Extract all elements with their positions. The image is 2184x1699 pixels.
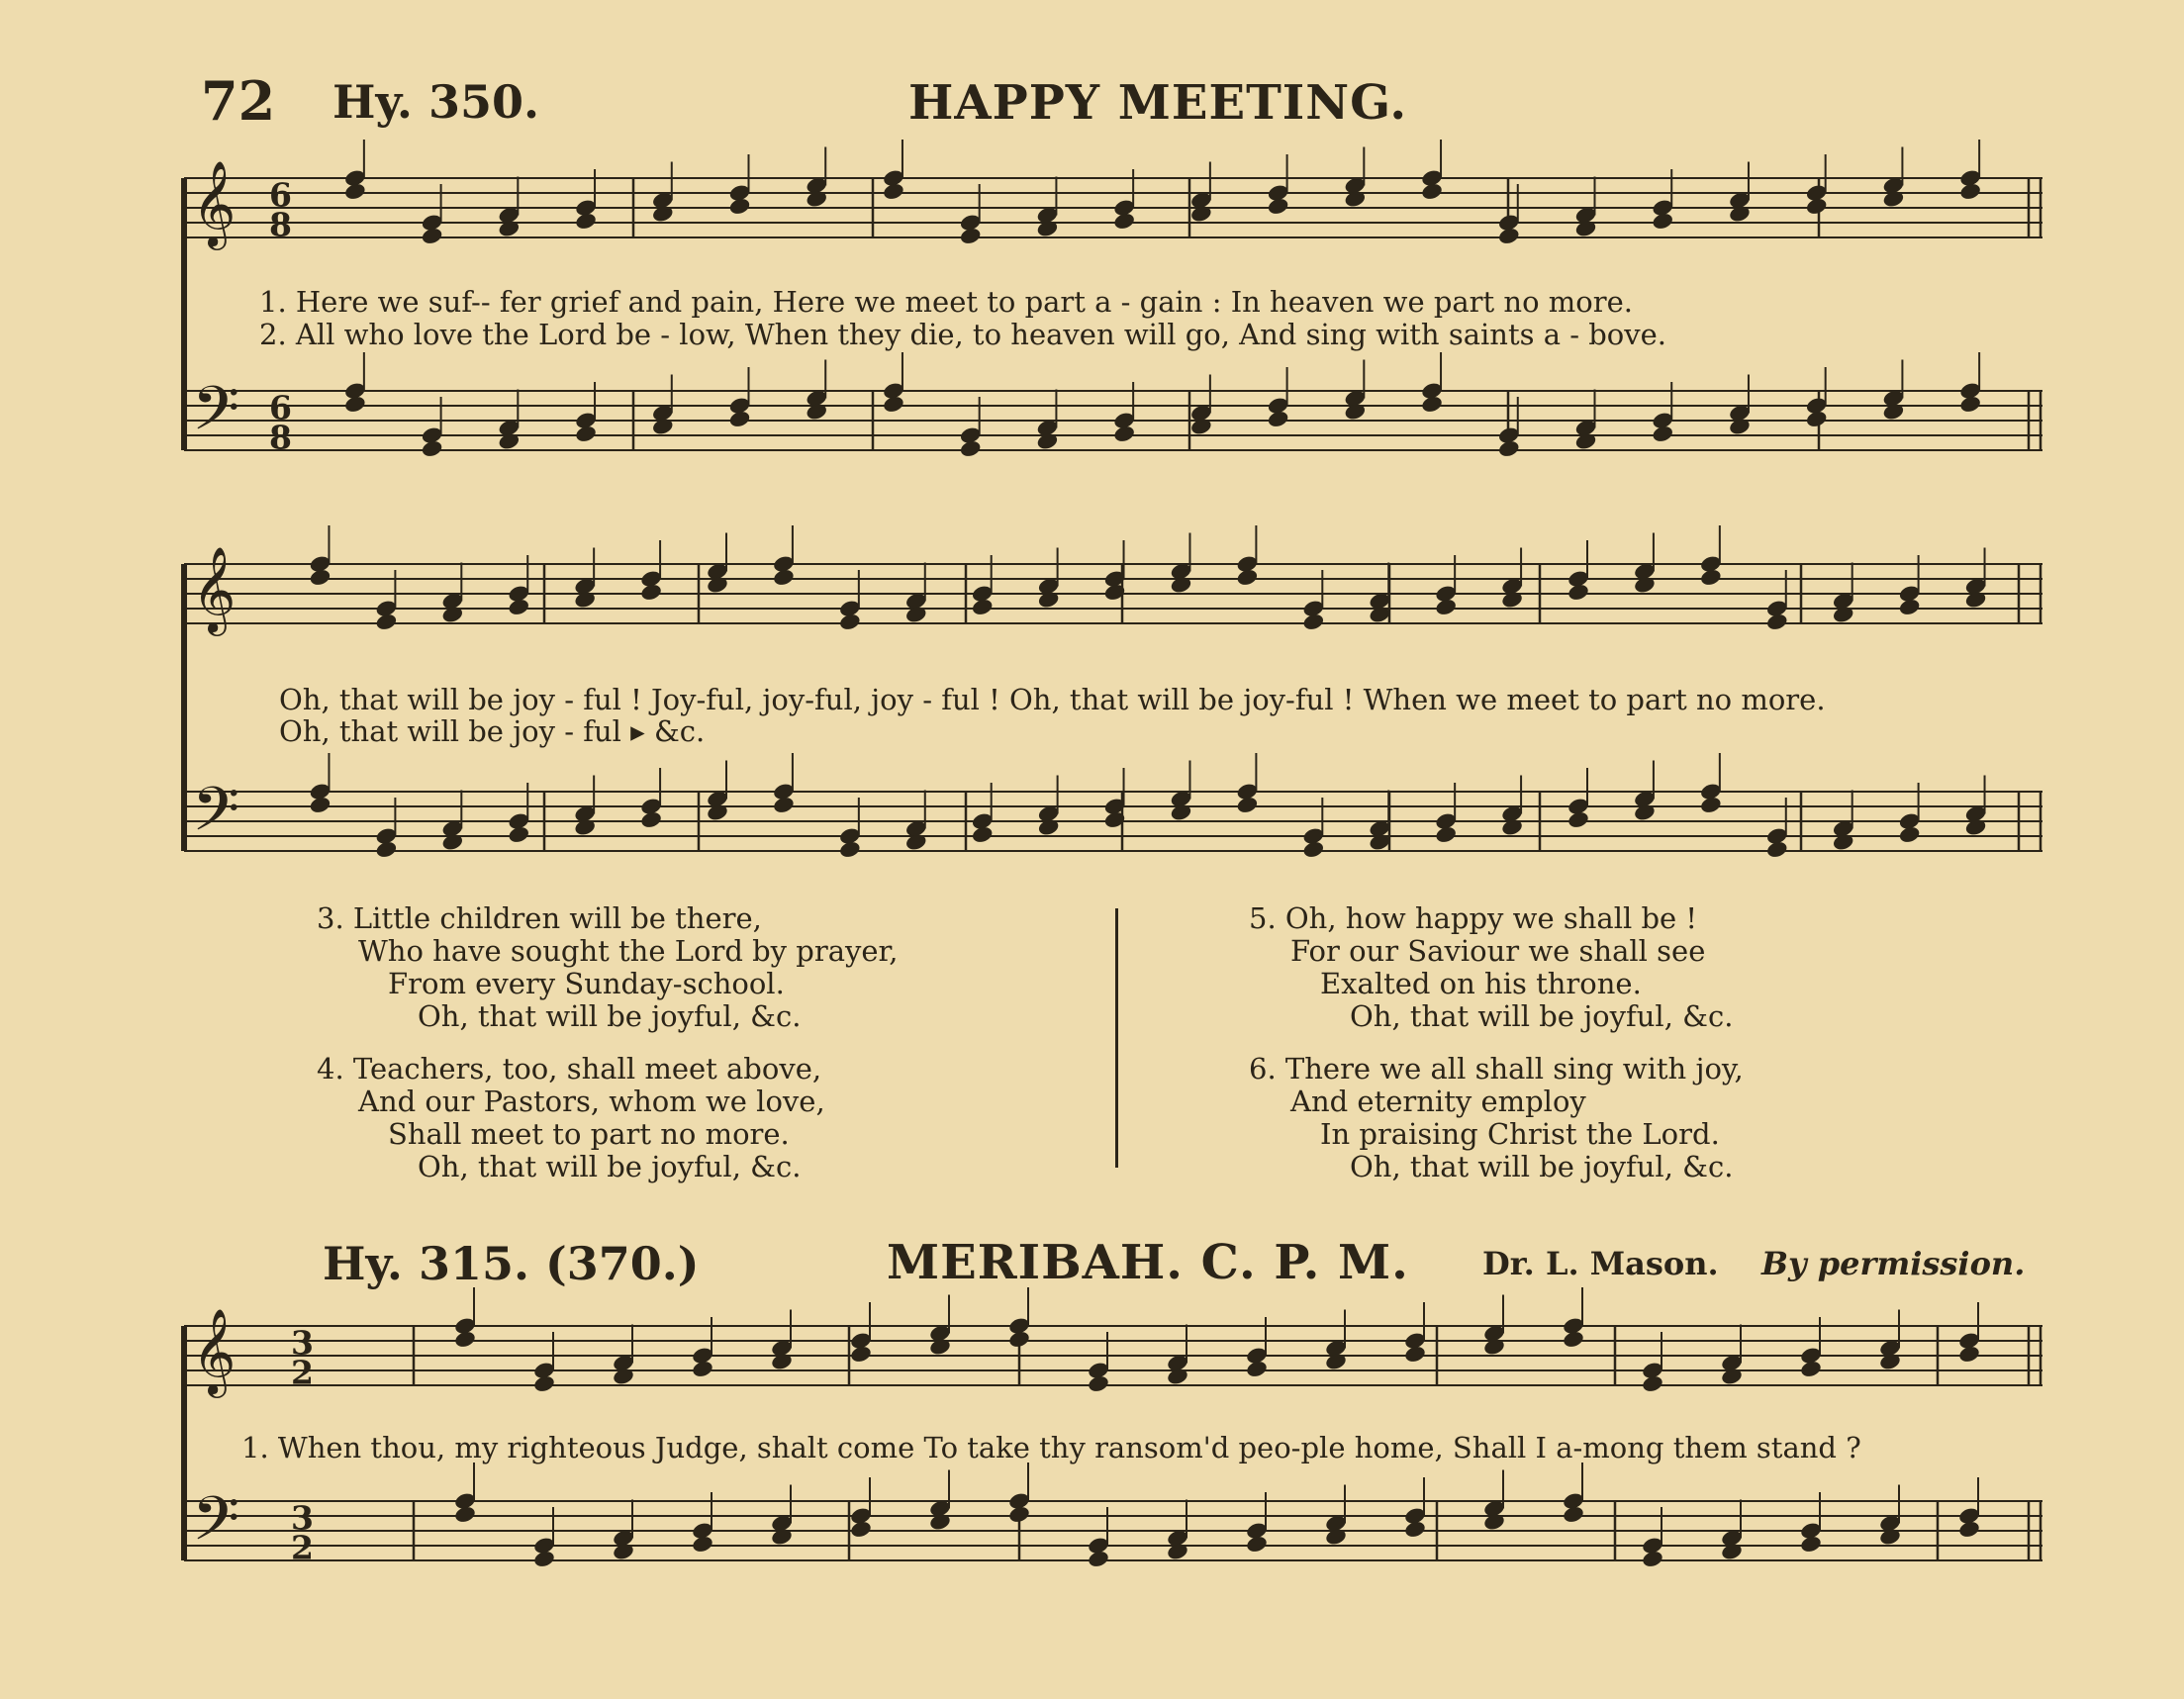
second-hymn-title: MERIBAH. C. P. M.	[887, 1235, 1409, 1290]
verse-number: 3.	[317, 901, 344, 935]
note-head	[728, 410, 752, 429]
note-head	[1403, 1345, 1427, 1365]
note-head	[1434, 825, 1458, 845]
note-head	[309, 568, 332, 588]
note-head	[1302, 613, 1326, 632]
verse-line: Teachers, too, shall meet above,	[352, 1052, 822, 1085]
note-head	[1699, 796, 1723, 815]
note-head	[1087, 1374, 1110, 1394]
verse-line: Oh, how happy we shall be !	[1284, 901, 1698, 935]
note-head	[849, 1520, 873, 1540]
verse-line: Oh, that will be joyful, &c.	[418, 1150, 802, 1183]
time-signature-icon: 8	[269, 205, 292, 244]
chorus-lyric-2: Oh, that will be joy - ful ▸ &c.	[279, 714, 706, 748]
verse-4	[317, 1053, 825, 1183]
note-head	[971, 598, 995, 617]
note-head	[1420, 182, 1444, 202]
note-head	[343, 395, 367, 415]
note-head	[882, 395, 905, 415]
note-head	[1497, 439, 1521, 459]
note-head	[1765, 613, 1789, 632]
note-head	[1699, 568, 1723, 588]
time-signature-icon: 6	[269, 388, 292, 427]
verse-line: There we all shall sing with joy,	[1284, 1052, 1744, 1085]
verse-line: In praising Christ the Lord.	[1320, 1117, 1720, 1151]
composer: Dr. L. Mason.	[1482, 1245, 1719, 1282]
note-head	[1245, 1360, 1269, 1379]
note-head	[691, 1360, 714, 1379]
note-head	[772, 796, 796, 815]
verse-line: Oh, that will be joyful, &c.	[418, 999, 802, 1033]
time-signature-icon: 2	[291, 1528, 314, 1567]
note-head	[1651, 425, 1674, 444]
note-head	[1765, 840, 1789, 860]
verse-line: Oh, that will be joyful, &c.	[1350, 1150, 1734, 1183]
clef-icon: 𝄞	[192, 159, 237, 246]
note-head	[507, 598, 530, 617]
verse-6	[1249, 1053, 1744, 1183]
time-signature-icon: 3	[291, 1498, 314, 1538]
verse-line: And eternity employ	[1290, 1085, 1586, 1118]
time-signature-icon: 2	[291, 1353, 314, 1392]
second-hymn-number: Hy. 315. (370.)	[323, 1237, 700, 1290]
note-head	[849, 1345, 873, 1365]
note-head	[1799, 1360, 1823, 1379]
note-head	[1302, 840, 1326, 860]
note-head	[1641, 1374, 1664, 1394]
note-head	[1567, 583, 1590, 603]
verse-number: 5.	[1249, 901, 1277, 935]
note-head	[574, 212, 598, 232]
note-head	[1957, 1520, 1981, 1540]
note-head	[639, 810, 663, 830]
verse-divider	[1115, 908, 1118, 1168]
note-head	[375, 613, 399, 632]
note-head	[1267, 410, 1290, 429]
lyric-verse-2: 2. All who love the Lord be - low, When they die, to heaven will go, And sing with saints a - bove.	[259, 318, 1667, 351]
verse-line: Oh, that will be joyful, &c.	[1350, 999, 1734, 1033]
note-head	[1805, 197, 1829, 217]
note-head	[1112, 425, 1136, 444]
time-signature-icon: 8	[269, 418, 292, 457]
verse-line: Who have sought the Lord by prayer,	[358, 934, 899, 968]
note-head	[838, 613, 862, 632]
note-head	[343, 182, 367, 202]
note-head	[532, 1374, 556, 1394]
note-head	[1420, 395, 1444, 415]
note-head	[1562, 1330, 1585, 1350]
note-head	[453, 1330, 477, 1350]
verse-5	[1249, 902, 1733, 1033]
note-head	[453, 1505, 477, 1525]
lyric-verse-1: 1. Here we suf-- fer grief and pain, Here we meet to part a - gain : In heaven we part no more.	[259, 285, 1633, 319]
note-head	[1805, 410, 1829, 429]
clef-icon: 𝄞	[192, 1307, 237, 1394]
clef-icon: 𝄢	[192, 773, 240, 860]
note-head	[691, 1535, 714, 1555]
note-head	[1007, 1505, 1031, 1525]
note-head	[1957, 1345, 1981, 1365]
hymn-title: HAPPY MEETING.	[908, 75, 1408, 131]
time-signature-icon: 6	[269, 175, 292, 215]
verse-number: 4.	[317, 1052, 344, 1085]
note-head	[1898, 825, 1922, 845]
verse-3	[317, 902, 898, 1033]
note-head	[1007, 1330, 1031, 1350]
note-head	[1651, 212, 1674, 232]
note-head	[1236, 796, 1260, 815]
note-head	[421, 227, 444, 246]
note-head	[574, 425, 598, 444]
verse-line: And our Pastors, whom we love,	[358, 1085, 825, 1118]
verse-line: Shall meet to part no more.	[388, 1117, 790, 1151]
clef-icon: 𝄢	[192, 372, 240, 459]
verse-line: Exalted on his throne.	[1320, 967, 1642, 1000]
note-head	[1641, 1550, 1664, 1569]
note-head	[1236, 568, 1260, 588]
note-head	[639, 583, 663, 603]
note-head	[1898, 598, 1922, 617]
note-head	[1958, 395, 1982, 415]
note-head	[1567, 810, 1590, 830]
note-head	[772, 568, 796, 588]
note-head	[1958, 182, 1982, 202]
verse-number: 6.	[1249, 1052, 1277, 1085]
page-number: 72	[201, 69, 276, 133]
note-head	[421, 439, 444, 459]
note-head	[959, 227, 983, 246]
note-head	[1403, 1520, 1427, 1540]
verse-line: From every Sunday-school.	[388, 967, 785, 1000]
note-head	[532, 1550, 556, 1569]
composer-note: By permission.	[1761, 1245, 2026, 1282]
note-head	[1267, 197, 1290, 217]
verse-line: Little children will be there,	[352, 901, 762, 935]
hymn-number: Hy. 350.	[332, 75, 539, 129]
note-head	[1497, 227, 1521, 246]
note-head	[1799, 1535, 1823, 1555]
note-head	[309, 796, 332, 815]
verse-line: For our Saviour we shall see	[1290, 934, 1706, 968]
second-hymn-lyric: 1. When thou, my righteous Judge, shalt come To take thy ransom'd peo-ple home, Shall I a-mong them stand ?	[241, 1431, 1861, 1464]
note-head	[728, 197, 752, 217]
note-head	[971, 825, 995, 845]
note-head	[375, 840, 399, 860]
clef-icon: 𝄞	[192, 545, 237, 632]
note-head	[1562, 1505, 1585, 1525]
clef-icon: 𝄢	[192, 1482, 240, 1569]
note-head	[1112, 212, 1136, 232]
time-signature-icon: 3	[291, 1323, 314, 1363]
note-head	[1434, 598, 1458, 617]
note-head	[959, 439, 983, 459]
note-head	[507, 825, 530, 845]
note-head	[882, 182, 905, 202]
note-head	[1245, 1535, 1269, 1555]
chorus-lyric-1: Oh, that will be joy - ful ! Joy-ful, joy-ful, joy - ful ! Oh, that will be joy-ful ! When we meet to part no more.	[279, 683, 1826, 716]
note-head	[838, 840, 862, 860]
note-head	[1087, 1550, 1110, 1569]
